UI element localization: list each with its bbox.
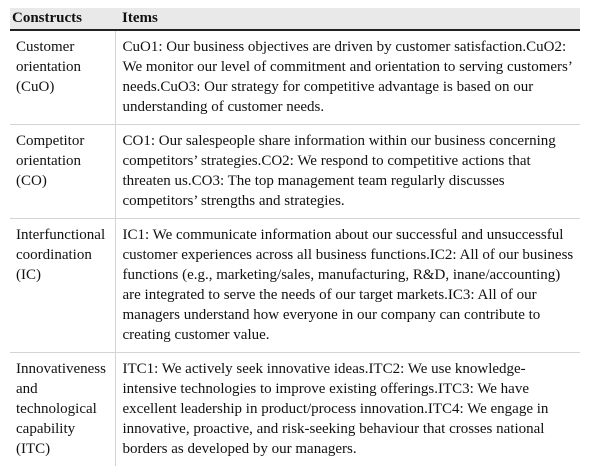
table-header	[10, 8, 580, 30]
items-cell: CO1: Our salespeople share information within our business concerning competitors’ strategies.CO2: We respond to competitive actions that threaten us.CO3: The top management team regularly discusses competitors’ strengths and strategies.	[115, 125, 580, 219]
construct-cell: Customer orientation (CuO)	[10, 30, 115, 125]
table-body	[10, 30, 580, 466]
construct-cell: Interfunctional coordination (IC)	[10, 219, 115, 353]
table-row-itc	[10, 353, 580, 466]
construct-cell: Competitor orientation (CO)	[10, 125, 115, 219]
table-row-ic	[10, 219, 580, 353]
header-row	[10, 8, 580, 30]
header-constructs: Constructs	[10, 8, 115, 30]
header-items: Items	[115, 8, 580, 30]
constructs-items-table	[10, 8, 580, 466]
items-cell: ITC1: We actively seek innovative ideas.ITC2: We use knowledge-intensive technologies to improve existing offerings.ITC3: We have excellent leadership in product/process innovation.ITC4: We engage in innovative, proactive, and risk-seeking behaviour that crosses national borders as developed by our managers.	[115, 353, 580, 466]
constructs-table-container	[10, 8, 580, 466]
items-cell: IC1: We communicate information about our successful and unsuccessful customer experiences across all business functions.IC2: All of our business functions (e.g., marketing/sales, manufacturing, R&D, inane/accounting) are integrated to serve the needs of our target markets.IC3: All of our managers understand how everyone in our company can contribute to creating customer value.	[115, 219, 580, 353]
table-row-co	[10, 125, 580, 219]
items-cell: CuO1: Our business objectives are driven by customer satisfaction.CuO2: We monitor our level of commitment and orientation to serving customers’ needs.CuO3: Our strategy for competitive advantage is based on our understanding of customer needs.	[115, 30, 580, 125]
construct-cell: Innovativeness and technological capability (ITC)	[10, 353, 115, 466]
table-row-cuo	[10, 30, 580, 125]
